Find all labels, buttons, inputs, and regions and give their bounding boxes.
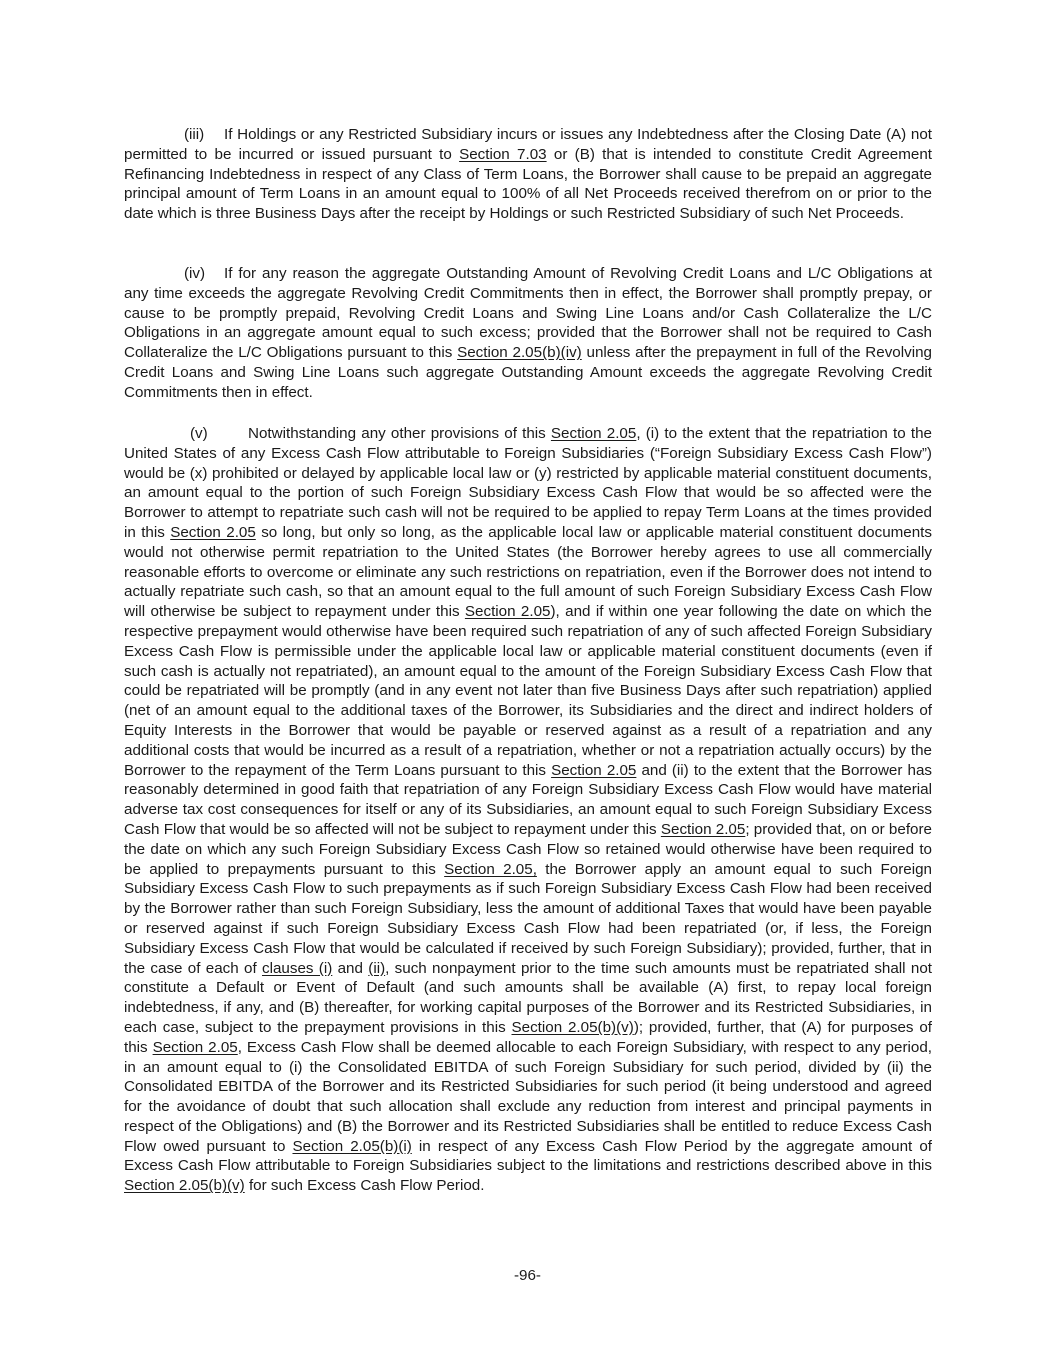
section-reference: Section 2.05 bbox=[464, 603, 551, 621]
paragraph-v bbox=[124, 424, 932, 1196]
paragraph-text: Notwithstanding any other provisions of this bbox=[248, 425, 551, 442]
section-reference: Section 2.05 bbox=[170, 523, 256, 541]
section-reference: Section 2.05(b)(v) bbox=[511, 1018, 634, 1036]
enumerator-iii: (iii) bbox=[184, 126, 205, 143]
paragraph-text: , Excess Cash Flow shall be deemed allocable to each Foreign Subsidiary, with respect to any period, in an amount equal to (i) the Consolidated EBITDA of such Foreign Subsidiary for such period, divided by (ii) the Consolidated EBITDA of the Borrower and its Restricted Subsidiaries for such period (it being understood and agreed for the avoidance of doubt that such allocation shall exclude any reduction from interest and principal payments in respect of the Obligations) and (B) the Borrower and its Restricted Subsidiaries shall be entitled to reduce Excess Cash Flow owed pursuant to bbox=[124, 1038, 932, 1155]
section-reference: Section 2.05(b)(v) bbox=[124, 1177, 245, 1195]
paragraph-text: for such Excess Cash Flow Period. bbox=[244, 1177, 485, 1195]
section-reference: Section 7.03 bbox=[459, 145, 547, 163]
paragraph-text: unless after the prepayment in full of the Revolving Credit Loans and Swing Line Loans such aggregate Outstanding Amount exceeds the aggregate Revolving Credit Commitments then in effect. bbox=[124, 344, 932, 401]
section-reference: Section 2.05 bbox=[152, 1038, 238, 1056]
section-reference: Section 2.05, bbox=[444, 860, 537, 878]
section-reference: Section 2.05 bbox=[551, 761, 637, 779]
paragraph-text: and bbox=[332, 959, 369, 977]
paragraph-text: in respect of any Excess Cash Flow Period by the aggregate amount of Excess Cash Flow attributable to Foreign Subsidiaries subject to the limitations and restrictions described above in this bbox=[124, 1137, 932, 1175]
paragraph-text: so long, but only so long, as the applicable local law or applicable material constituent documents would not otherwise permit repatriation to the United States (the Borrower hereby agrees to use all commercially reasonable efforts to overcome or eliminate any such restrictions on repatriation, even if the Borrower does not intend to actually repatriate such cash, so that an amount equal to the full amount of such Foreign Subsidiary Excess Cash Flow will otherwise be subject to repayment under this bbox=[124, 523, 932, 621]
section-reference: Section 2.05 bbox=[660, 820, 746, 838]
section-reference: Section 2.05(b)(i) bbox=[292, 1137, 412, 1155]
paragraph-text: ); provided, further, that (A) for purposes of this bbox=[124, 1018, 932, 1056]
section-reference: Section 2.05 bbox=[550, 425, 637, 442]
clause-reference: clauses (i) bbox=[262, 959, 333, 977]
paragraph-text: the Borrower apply an amount equal to such Foreign Subsidiary Excess Cash Flow to such prepayments as if such Foreign Subsidiary Excess Cash Flow had been received by the Borrower rather than such Foreign Subsidiary, less the amount of additional Taxes that would have been payable or reserved against if such Foreign Subsidiary Excess Cash Flow had been repatriated (or, if less, the Foreign Subsidiary Excess Cash Flow that would be calculated if received by such Foreign Subsidiary); provided, further, that in the case of each of bbox=[124, 860, 932, 977]
paragraph-text: , such nonpayment prior to the time such amounts must be repatriated shall not constitute a Default or Event of Default (and such amounts shall be available (A) first, to repay local foreign indebtedness, if any, and (B) thereafter, for working capital purposes of the Borrower and its Restricted Subsidiaries, in each case, subject to the prepayment provisions in this bbox=[124, 959, 932, 1036]
clause-reference: (ii) bbox=[368, 959, 386, 977]
section-reference: Section 2.05(b)(iv) bbox=[457, 344, 582, 362]
paragraph-text: or (B) that is intended to constitute Credit Agreement Refinancing Indebtedness in respect of any Class of Term Loans, the Borrower shall cause to be prepaid an aggregate principal amount of Term Loans in an amount equal to 100% of all Net Proceeds received therefrom on or prior to the date which is three Business Days after the receipt by Holdings or such Restricted Subsidiary of such Net Proceeds. bbox=[124, 145, 933, 223]
paragraph-text: , (i) to the extent that the repatriation to the United States of any Excess Cash Flow attributable to Foreign Subsidiaries (“Foreign Subsidiary Excess Cash Flow”) would be (x) prohibited or delayed by applicable local law or (y) restricted by applicable material constituent documents, an amount equal to the portion of such Foreign Subsidiary Excess Cash Flow that would be so affected were the Borrower to attempt to repatriate such cash will not be required to be applied to repay Term Loans at the times provided in this bbox=[124, 425, 933, 541]
paragraph-iv bbox=[124, 264, 932, 403]
paragraph-text: and (ii) to the extent that the Borrower has reasonably determined in good faith that repatriation of any Foreign Subsidiary Excess Cash Flow would have material adverse tax cost consequences for itself or any of its Subsidiaries, an amount equal to such Foreign Subsidiary Excess Cash Flow that would be so affected will not be subject to repayment under this bbox=[124, 761, 932, 838]
paragraph-iii bbox=[124, 125, 932, 224]
enumerator-v: (v) bbox=[190, 425, 208, 442]
paragraph-text: ), and if within one year following the date on which the respective prepayment would otherwise have been required such repatriation of any of such affected Foreign Subsidiary Excess Cash Flow is permissible under the applicable local law or applicable material constituent documents (even if such cash is actually not repatriated), an amount equal to the amount of the Foreign Subsidiary Excess Cash Flow that could be repatriated will be promptly (and in any event not later than five Business Days after such repatriation) applied (net of an amount equal to the additional taxes of the Borrower, its Subsidiaries and the direct and indirect holders of Equity Interests in the Borrower that would be payable or reserved against as a result of a repatriation and any additional costs that would be incurred as a result of a repatriation, whether or not a repatriation actually occurs) by the Borrower to the repayment of the Term Loans pursuant to this bbox=[124, 603, 933, 779]
paragraph-text: If Holdings or any Restricted Subsidiary incurs or issues any Indebtedness after the Closing Date (A) not permitted to be incurred or issued pursuant to bbox=[124, 126, 932, 163]
enumerator-iv: (iv) bbox=[184, 265, 206, 282]
paragraph-text: ; provided that, on or before the date on which any such Foreign Subsidiary Excess Cash Flow so retained would otherwise have been required to be applied to prepayments pursuant to this bbox=[124, 820, 932, 878]
page-number: -96- bbox=[513, 1267, 541, 1284]
paragraph-text: If for any reason the aggregate Outstanding Amount of Revolving Credit Loans and L/C Obligations at any time exceeds the aggregate Revolving Credit Commitments then in effect, the Borrower shall promptly prepay, or cause to be promptly prepaid, Revolving Credit Loans and Swing Line Loans and/or Cash Collateralize the L/C Obligations in an aggregate amount equal to such excess; provided that the Borrower shall not be required to Cash Collateralize the L/C Obligations pursuant to this bbox=[124, 265, 932, 362]
